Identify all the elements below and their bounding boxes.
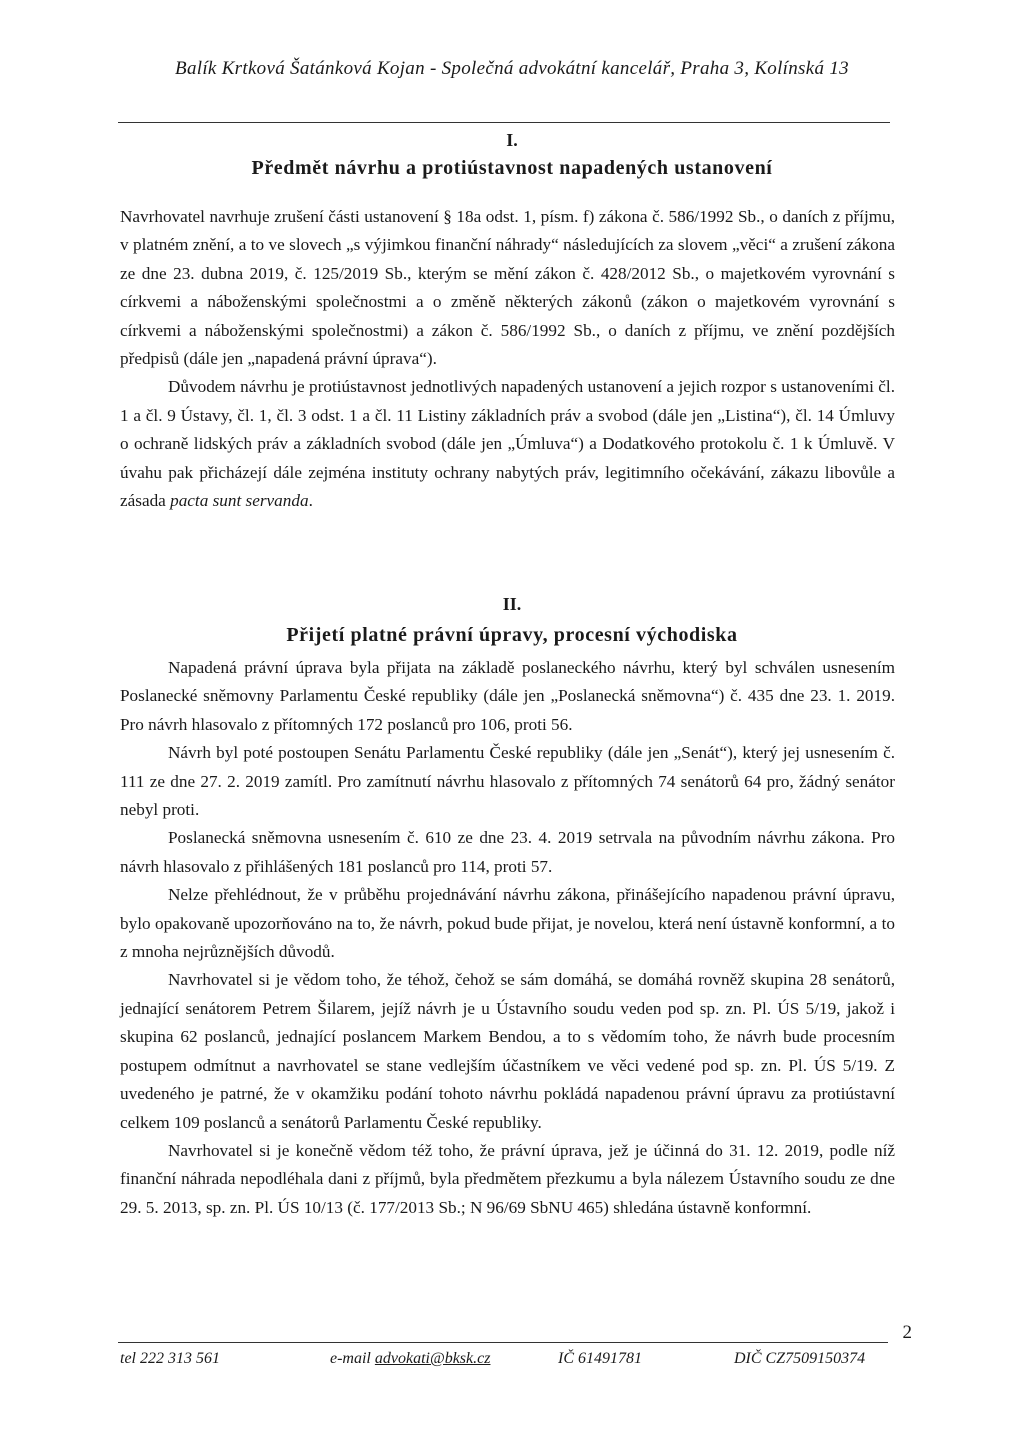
paragraph: Navrhovatel si je konečně vědom též toho, že právní úprava, jež je účinná do 31. 12. 2019, podle níž finanční náhrada nepodléhala dani z příjmů, byla předmětem přezkumu a byla nálezem Ústavního soudu ze dne 29. 5. 2013, sp. zn. Pl. ÚS 10/13 (č. 177/2013 Sb.; N 96/69 SbNU 465) shledána ústavně konformní.: [120, 1140, 895, 1217]
paragraph: Navrhovatel navrhuje zrušení části ustanovení § 18a odst. 1, písm. f) zákona č. 586/1992 Sb., o daních z příjmu, v platném znění, a to ve slovech „s výjimkou finanční náhrady“ následujících za slovem „věci“ a zrušení zákona ze dne 23. dubna 2019, č. 125/2019 Sb., kterým se mění zákon č. 428/2012 Sb., o majetkovém vyrovnání s církvemi a náboženskými společnostmi a o změně některých zákonů (zákon o majetkovém vyrovnání s církvemi a náboženskými společnostmi) a zákon č. 586/1992 Sb., o daních z příjmu, ve znění pozdějších předpisů (dále jen „napadená právní úprava“).: [120, 207, 895, 369]
email-link[interactable]: advokati@bksk.cz: [374, 1350, 491, 1367]
section-2-title: Přijetí platné právní úpravy, procesní východiska: [286, 624, 738, 646]
letterhead: Balík Krtková Šatánková Kojan - Společná advokátní kancelář, Praha 3, Kolínská 13: [175, 58, 849, 79]
section-2-body: [120, 654, 895, 1222]
paragraph: Návrh byl poté postoupen Senátu Parlamentu České republiky (dále jen „Senát“), který jej usnesením č. 111 ze dne 27. 2. 2019 zamítl. Pro zamítnutí návrhu hlasovalo z přítomných 74 senátorů 64 pro, žádný senátor nebyl proti.: [120, 743, 895, 820]
footer-phone: tel 222 313 561: [120, 1350, 220, 1367]
paragraph: Nelze přehlédnout, že v průběhu projednávání návrhu zákona, přinášejícího napadenou právní úpravu, bylo opakovaně upozorňováno na to, že návrh, pokud bude přijat, je novelou, která není ústavně konformní, a to z mnoha nejrůznějších důvodů.: [120, 885, 895, 962]
footer-dic: DIČ CZ7509150374: [734, 1350, 866, 1367]
paragraph: Důvodem návrhu je protiústavnost jednotlivých napadených ustanovení a jejich rozpor s ustanoveními čl. 1 a čl. 9 Ústavy, čl. 1, čl. 3 odst. 1 a čl. 11 Listiny základních práv a svobod (dále jen „Listina“), čl. 14 Úmluvy o ochraně lidských práv a základních svobod (dále jen „Úmluva“) a Dodatkového protokolu č. 1 k Úmluvě. V úvahu pak přicházejí dále zejména instituty ochrany nabytých práv, legitimního očekávání, zákazu libovůle a zásada pacta sunt servanda.: [120, 377, 895, 511]
section-2-number: II.: [502, 594, 522, 614]
paragraph-text: Důvodem návrhu je protiústavnost jednotlivých napadených ustanovení a jejich rozpor s ustanoveními čl. 1 a čl. 9 Ústavy, čl. 1, čl. 3 odst. 1 a čl. 11 Listiny základních práv a svobod (dále jen „Listina“), čl. 14 Úmluvy o ochraně lidských práv a základních svobod (dále jen „Úmluva“) a Dodatkového protokolu č. 1 k Úmluvě. V úvahu pak přicházejí dále zejména instituty ochrany nabytých práv, legitimního očekávání, zákazu libovůle a zásada: [120, 377, 895, 511]
footer-ico: IČ 61491781: [558, 1350, 642, 1367]
paragraph: Napadená právní úprava byla přijata na základě poslaneckého návrhu, který byl schválen usnesením Poslanecké sněmovny Parlamentu České republiky (dále jen „Poslanecká sněmovna“) č. 435 dne 23. 1. 2019. Pro návrh hlasovalo z přítomných 172 poslanců pro 106, proti 56.: [120, 658, 895, 734]
paragraph: Navrhovatel si je vědom toho, že téhož, čehož se sám domáhá, se domáhá rovněž skupina 28 senátorů, jednající senátorem Petrem Šilarem, jejíž návrh je u Ústavního soudu veden pod sp. zn. Pl. ÚS 5/19, jakož i skupina 62 poslanců, jednající poslancem Markem Bendou, a to s vědomím toho, že návrh bude procesním postupem odmítnut a navrhovatel se stane vedlejším účastníkem ve věci vedené pod sp. zn. Pl. ÚS 5/19. Z uvedeného je patrné, že v okamžiku podání tohoto návrhu pokládá napadenou právní úpravu za protiústavní celkem 109 poslanců a senátorů Parlamentu České republiky.: [120, 970, 895, 1132]
section-1-number: I.: [506, 130, 518, 150]
header-rule: [118, 122, 890, 123]
footer-rule: [118, 1342, 888, 1343]
footer-email: [330, 1350, 490, 1368]
section-1-body: [120, 203, 895, 515]
latin-phrase: pacta sunt servanda: [170, 491, 309, 511]
email-label: e-mail: [330, 1350, 371, 1367]
section-1-title: Předmět návrhu a protiústavnost napadených ustanovení: [251, 157, 773, 179]
paragraph: Poslanecká sněmovna usnesením č. 610 ze dne 23. 4. 2019 setrvala na původním návrhu zákona. Pro návrh hlasovalo z přihlášených 181 poslanců pro 114, proti 57.: [120, 828, 895, 876]
page-number: 2: [902, 1322, 912, 1343]
